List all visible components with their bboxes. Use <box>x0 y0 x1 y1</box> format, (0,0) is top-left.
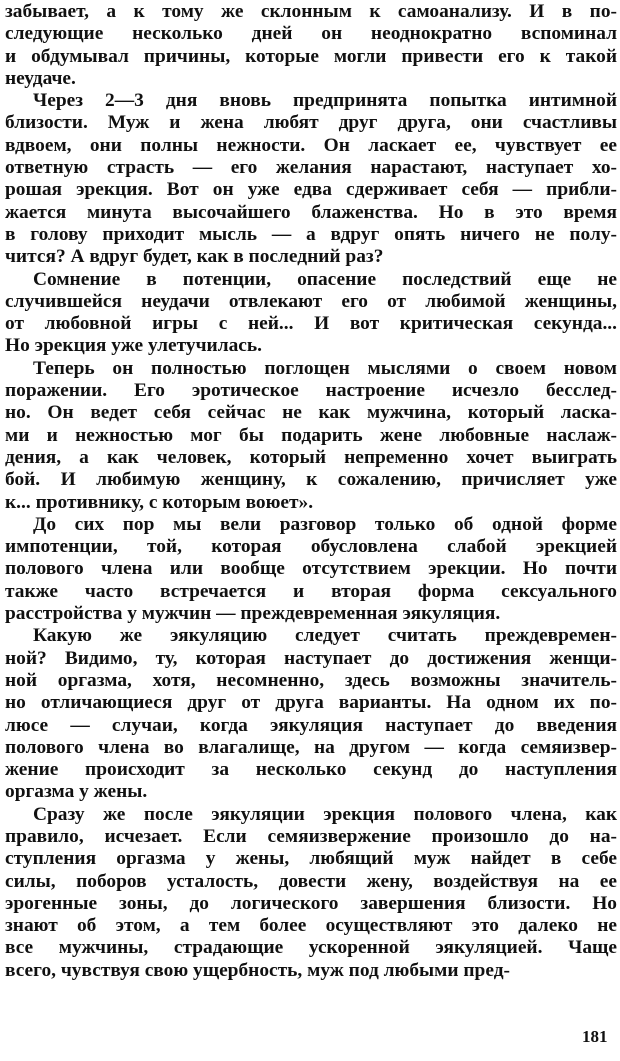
text-line: забывает, а к тому же склонным к самоанализу. И в по- <box>5 1 617 22</box>
body-text <box>5 1 617 982</box>
paragraph <box>5 804 617 982</box>
text-line: оргазма у жены. <box>5 781 148 803</box>
text-line: поражении. Его эротическое настроение исчезло бесслед- <box>5 380 617 402</box>
text-line: от любовной игры с ней... И вот критическая секунда... <box>5 313 617 335</box>
text-line: но. Он ведет себя сейчас не как мужчина, который ласка- <box>5 402 617 424</box>
paragraph <box>5 358 617 514</box>
text-line: близости. Муж и жена любят друг друга, они счастливы <box>5 112 617 134</box>
text-line: Сомнение в потенции, опасение последствий еще не <box>33 268 617 290</box>
paragraph <box>5 1 617 90</box>
paragraph <box>5 90 617 268</box>
text-line: силы, поборов усталость, довести жену, воздействуя на ее <box>5 870 617 892</box>
text-line: ответную страсть — его желания нарастают, наступает хо- <box>5 157 617 179</box>
text-line: но отличающиеся друг от друга варианты. На одном их по- <box>5 692 617 714</box>
text-line: чится? А вдруг будет, как в последний раз? <box>5 246 384 268</box>
text-line: бой. И любимую женщину, к сожалению, причисляет уже <box>5 469 617 491</box>
paragraph <box>5 625 617 803</box>
text-line: Но эрекция уже улетучилась. <box>5 335 263 357</box>
text-line: полового члена или вообще отсутствием эрекции. Но почти <box>5 558 617 580</box>
text-line: неудаче. <box>5 67 76 89</box>
paragraph <box>5 269 617 358</box>
text-line: эрогенные зоны, до логического завершения близости. Но <box>5 892 617 914</box>
text-line: Какую же эякуляцию следует считать преждевремен- <box>33 625 617 647</box>
text-line: следующие несколько дней он неоднократно вспоминал <box>5 23 617 45</box>
text-line: дения, а как человек, который непременно хочет выиграть <box>5 446 617 468</box>
text-line: вдвоем, они полны нежности. Он ласкает ее, чувствует ее <box>5 134 617 156</box>
paragraph <box>5 514 617 625</box>
text-line: полового члена во влагалище, на другом — когда семяизвер- <box>5 736 617 758</box>
text-line: ми и нежностью мог бы подарить жене любовные наслаж- <box>5 424 617 446</box>
text-line: ной? Видимо, ту, которая наступает до достижения женщи- <box>5 647 617 669</box>
text-line: До сих пор мы вели разговор только об одной форме <box>33 513 617 535</box>
text-line: Сразу же после эякуляции эрекция полового члена, как <box>33 803 617 825</box>
text-line: также часто встречается и вторая форма сексуального <box>5 580 617 602</box>
text-line: всего, чувствуя свою ущербность, муж под любыми пред- <box>5 959 510 981</box>
page-number: 181 <box>582 1027 608 1046</box>
text-line: ной оргазма, хотя, несомненно, здесь возможны значитель- <box>5 669 617 691</box>
text-line: знают об этом, а тем более осуществляют это далеко не <box>5 915 617 937</box>
text-line: ступления оргазма у жены, любящий муж найдет в себе <box>5 848 617 870</box>
text-line: правило, исчезает. Если семяизвержение произошло до на- <box>5 825 617 847</box>
text-line: случившейся неудачи отвлекают его от любимой женщины, <box>5 290 617 312</box>
text-line: в голову приходит мысль — а вдруг опять ничего не полу- <box>5 223 617 245</box>
text-line: и обдумывал причины, которые могли привести его к такой <box>5 45 617 67</box>
text-line: импотенции, той, которая обусловлена слабой эрекцией <box>5 536 617 558</box>
text-line: все мужчины, страдающие ускоренной эякуляцией. Чаще <box>5 937 617 959</box>
text-line: люсе — случаи, когда эякуляция наступает до введения <box>5 714 617 736</box>
text-line: жение происходит за несколько секунд до наступления <box>5 759 617 781</box>
text-line: рошая эрекция. Вот он уже едва сдерживает себя — прибли- <box>5 179 617 201</box>
text-line: Через 2—3 дня вновь предпринята попытка интимной <box>33 90 617 112</box>
text-line: Теперь он полностью поглощен мыслями о своем новом <box>33 357 617 379</box>
text-line: к... противнику, с которым воюет». <box>5 491 314 513</box>
text-line: расстройства у мужчин — преждевременная эякуляция. <box>5 603 501 625</box>
text-line: жается минута высочайшего блаженства. Но в это время <box>5 201 617 223</box>
